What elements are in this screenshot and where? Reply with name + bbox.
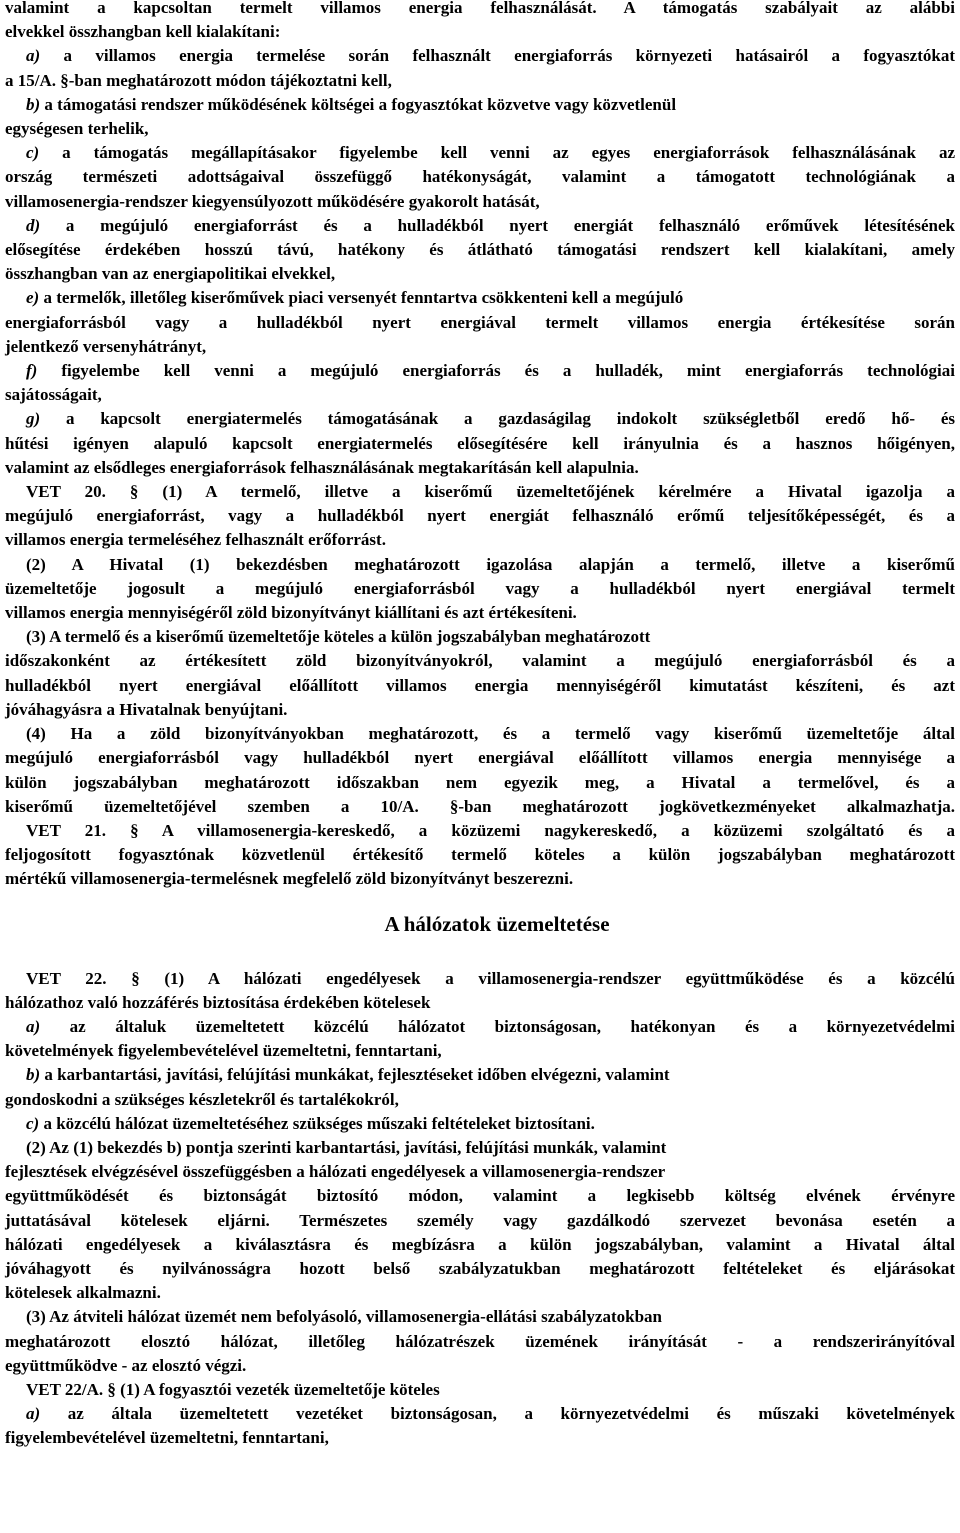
text-line: a) az általuk üzemeltetett közcélú hálózatot biztonságosan, hatékonyan és a környezetvédelmi: [26, 1016, 955, 1036]
item-label: g): [26, 409, 41, 429]
text-line: a 15/A. §-ban meghatározott módon tájékoztatni kell,: [5, 70, 392, 90]
item-label: a): [26, 1016, 41, 1036]
text-line: együttműködve - az elosztó végzi.: [5, 1355, 247, 1375]
text-line: időszakonként az értékesített zöld bizonyítványokról, valamint a megújuló energiaforrásból és a: [5, 651, 955, 671]
text-line: g) a kapcsolt energiatermelés támogatásának a gazdaságilag indokolt szükségletből eredő hő- és: [26, 409, 955, 429]
item-label: b): [26, 1065, 41, 1085]
text-line: feljogosított fogyasztónak közvetlenül értékesítő termelő köteles a külön jogszabályban meghatározott: [5, 845, 955, 865]
text-line: ország természeti adottságaival összefüggő hatékonyságát, valamint a támogatott technológiának a: [5, 167, 955, 187]
item-label: a): [26, 46, 41, 66]
text-line: külön jogszabályban meghatározott időszakban nem egyezik meg, a Hivatal a termelővel, és a: [5, 772, 955, 792]
text-line: kiserőmű üzemeltetőjével szemben a 10/A. §-ban meghatározott jogkövetkezményeket alkalmazhatja.: [5, 796, 955, 816]
text-line: a) az általa üzemeltetett vezetéket biztonságosan, a környezetvédelmi és műszaki követelmények: [26, 1404, 955, 1424]
item-label: c): [26, 143, 40, 163]
text-line: (4) Ha a zöld bizonyítványokban meghatározott, és a termelő vagy kiserőmű üzemeltetője által: [26, 724, 955, 744]
text-line: együttműködését és biztonságát biztosító módon, valamint a legkisebb költség elvének érvényre: [5, 1186, 955, 1206]
text-line: valamint az elsődleges energiaforrások felhasználásának megtakarításán kell alapulnia.: [5, 457, 639, 477]
text-line: sajátosságait,: [5, 385, 102, 405]
text-line: b) a karbantartási, javítási, felújítási munkákat, fejlesztéseket időben elvégezni, valamint: [26, 1065, 670, 1085]
text-line: hulladékból nyert energiával előállított villamos energia mennyiségéről kimutatást készíteni, és azt: [5, 675, 955, 695]
text-line: összhangban van az energiapolitikai elvekkel,: [5, 264, 336, 284]
text-line: juttatásával kötelesek eljárni. Természetes személy vagy gazdálkodó szervezet bevonása esetén a: [5, 1210, 955, 1230]
text-line: valamint a kapcsoltan termelt villamos energia felhasználását. A támogatás szabályait az alábbi: [5, 0, 955, 17]
text-line: a) a villamos energia termelése során felhasznált energiaforrás környezeti hatásairól a fogyasztókat: [26, 46, 955, 66]
text-line: f) figyelembe kell venni a megújuló energiaforrás és a hulladék, mint energiaforrás technológiai: [26, 361, 955, 381]
item-label: c): [26, 1113, 40, 1133]
text-line: elősegítése érdekében hosszú távú, hatékony és átlátható támogatási rendszert kell kialakítani, amely: [5, 240, 955, 260]
text-line: (3) Az átviteli hálózat üzemét nem befolyásoló, villamosenergia-ellátási szabályzatokban: [26, 1307, 662, 1327]
text-line: hálózati engedélyesek a kiválasztásra és megbízásra a külön jogszabályban, valamint a Hivatal által: [5, 1234, 955, 1254]
text-line: megújuló energiaforrásból vagy hulladékból nyert energiával előállított villamos energia mennyisége a: [5, 748, 955, 768]
text-line: villamosenergia-rendszer kiegyensúlyozott működésére gyakorolt hatását,: [5, 191, 540, 211]
text-line: kötelesek alkalmazni.: [5, 1283, 161, 1303]
text-line: VET 22/A. § (1) A fogyasztói vezeték üzemeltetője köteles: [26, 1379, 440, 1399]
text-line: energiaforrásból vagy a hulladékból nyert energiával termelt villamos energia értékesítése során: [5, 312, 955, 332]
item-label: e): [26, 288, 40, 308]
text-line: jóváhagyott és nyilvánosságra hozott belső szabályzatukban meghatározott feltételeket és eljárásokat: [5, 1258, 955, 1278]
text-line: villamos energia termeléséhez felhasznált erőforrást.: [5, 530, 386, 550]
text-line: (2) Az (1) bekezdés b) pontja szerinti karbantartási, javítási, felújítási munkák, valamint: [26, 1137, 667, 1157]
text-line: VET 22. § (1) A hálózati engedélyesek a villamosenergia-rendszer együttműködése és a közcélú: [26, 968, 955, 988]
text-line: b) a támogatási rendszer működésének költségei a fogyasztókat közvetve vagy közvetlenül: [26, 94, 677, 114]
text-line: (3) A termelő és a kiserőmű üzemeltetője köteles a külön jogszabályban meghatározott: [26, 627, 651, 647]
text-line: gondoskodni a szükséges készletekről és tartalékokról,: [5, 1089, 399, 1109]
text-line: egységesen terhelik,: [5, 119, 149, 139]
text-line: hálózathoz való hozzáférés biztosítása érdekében kötelesek: [5, 992, 431, 1012]
item-label: b): [26, 94, 41, 114]
text-line: hűtési igényen alapuló kapcsolt energiatermelés elősegítésére kell irányulnia és a hasznos hőigényen,: [5, 433, 955, 453]
text-line: VET 20. § (1) A termelő, illetve a kiserőmű üzemeltetőjének kérelmére a Hivatal igazolja a: [26, 482, 955, 502]
text-line: üzemeltetője jogosult a megújuló energiaforrásból vagy a hulladékból nyert energiával termelt: [5, 578, 955, 598]
text-line: villamos energia mennyiségéről zöld bizonyítványt kiállítani és azt értékesíteni.: [5, 603, 577, 623]
text-line: jóváhagyásra a Hivatalnak benyújtani.: [5, 699, 288, 719]
text-line: elvekkel összhangban kell kialakítani:: [5, 22, 281, 42]
text-line: e) a termelők, illetőleg kiserőművek piaci versenyét fenntartva csökkenteni kell a megújuló: [26, 288, 684, 308]
text-line: követelmények figyelembevételével üzemeltetni, fenntartani,: [5, 1041, 442, 1061]
text-line: meghatározott elosztó hálózat, illetőleg hálózatrészek üzemének irányítását - a rendszerirányítóval: [5, 1331, 955, 1351]
text-line: figyelembevételével üzemeltetni, fenntartani,: [5, 1428, 329, 1448]
text-line: (2) A Hivatal (1) bekezdésben meghatározott igazolása alapján a termelő, illetve a kiserőmű: [26, 554, 955, 574]
text-line: c) a közcélú hálózat üzemeltetéséhez szükséges műszaki feltételeket biztosítani.: [26, 1113, 595, 1133]
text-line: jelentkező versenyhátrányt,: [5, 336, 207, 356]
text-line: mértékű villamosenergia-termelésnek megfelelő zöld bizonyítványt beszerezni.: [5, 869, 574, 889]
document-page: [5, 0, 955, 1451]
text-line: c) a támogatás megállapításakor figyelembe kell venni az egyes energiaforrások felhasználásának az: [26, 143, 955, 163]
text-line: megújuló energiaforrást, vagy a hulladékból nyert energiát felhasználó erőmű teljesítőképességét, és a: [5, 506, 955, 526]
text-block-before-heading: [5, 0, 955, 892]
text-line: fejlesztések elvégzésével összefüggésben a hálózati engedélyesek a villamosenergia-rendszer: [5, 1162, 666, 1182]
item-label: d): [26, 215, 41, 235]
item-label: a): [26, 1404, 41, 1424]
item-label: f): [26, 361, 38, 381]
text-line: VET 21. § A villamosenergia-kereskedő, a közüzemi nagykereskedő, a közüzemi szolgáltató és a: [26, 820, 955, 840]
text-line: d) a megújuló energiaforrást és a hulladékból nyert energiát felhasználó erőművek létesítésének: [26, 215, 955, 235]
section-heading: A hálózatok üzemeltetése: [384, 911, 610, 936]
text-block-after-heading: [5, 967, 955, 1451]
